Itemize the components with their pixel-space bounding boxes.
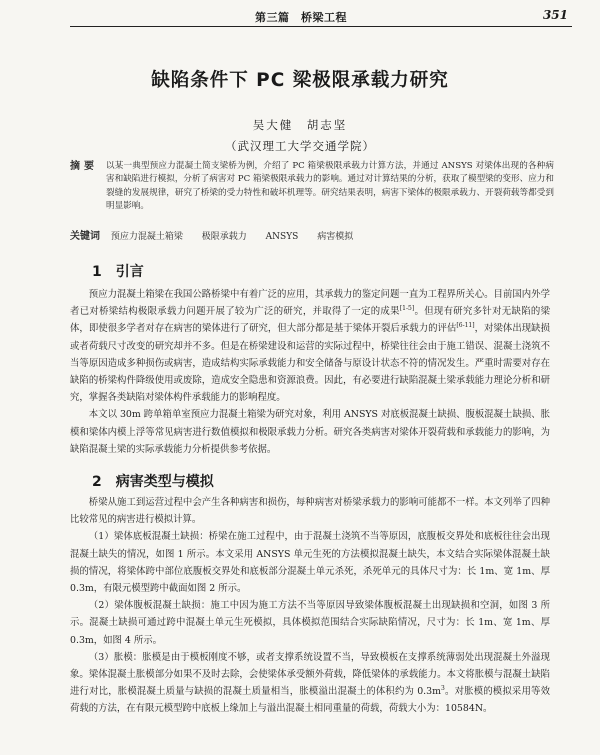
paragraph bbox=[70, 286, 550, 406]
abstract-label: 摘要 bbox=[70, 161, 98, 172]
paragraph-text: 预应力混凝土箱梁在我国公路桥梁中有着广泛的应用，其承载力的鉴定问题一直为工程界所关心。目前国内外学者已对桥梁结构极限承载力问题开展了较为广泛的研究，并取得了一定的成果 bbox=[70, 289, 550, 318]
paper-title: 缺陷条件下 PC 梁极限承载力研究 bbox=[151, 70, 449, 91]
keyword: 预应力混凝土箱梁 bbox=[110, 232, 183, 242]
running-head-section: 第三篇 桥梁工程 bbox=[255, 11, 347, 24]
paragraph: 桥梁从施工到运营过程中会产生各种病害和损伤，每种病害对桥梁承载力的影响可能都不一样。本文列举了四种比较常见的病害进行模拟计算。 bbox=[70, 497, 550, 526]
section-number: 2 bbox=[92, 474, 102, 490]
section-2-body bbox=[70, 494, 550, 718]
citation: [6-11] bbox=[456, 322, 475, 330]
section-number: 1 bbox=[92, 264, 102, 280]
running-head bbox=[70, 8, 572, 27]
paragraph: （1）梁体底板混凝土缺损：桥梁在施工过程中，由于混凝土浇筑不当等原因，底腹板交界处和底板往往会出现混凝土缺失的情况，如图 1 所示。本文采用 ANSYS 单元生死的方法模拟混凝土缺失，本文结合实际梁体混凝土缺损的情况，将梁体跨中部位底腹板交界处和底板部分混凝土单元杀死，杀死单元的具体尺寸为：长 1m、宽 1m、厚 0.3m，有限元模型跨中截面如图 2 所示。 bbox=[70, 531, 550, 595]
keywords bbox=[70, 230, 554, 244]
section-title: 引言 bbox=[115, 264, 144, 280]
keyword: 病害模拟 bbox=[317, 232, 354, 242]
paragraph-text: 。但现有研究多针对无缺陷的梁体，即使很多学者对存在病害的梁体进行了研究，但大部分都是基于梁体开裂后承载力的评估 bbox=[70, 306, 550, 335]
keywords-label: 关键词 bbox=[70, 231, 100, 242]
section-heading-2 bbox=[92, 471, 214, 491]
paragraph: 本文以 30m 跨单箱单室预应力混凝土箱梁为研究对象，利用 ANSYS 对底板混凝土缺损、腹板混凝土缺损、胀模和梁体内模上浮等常见病害进行数值模拟和极限承载力分析。研究各类病害对梁体开裂荷载和承载能力的影响，为缺陷混凝土梁的实际承载能力分析提供参考依据。 bbox=[70, 409, 550, 455]
page-number: 351 bbox=[542, 8, 568, 22]
citation: [1-5] bbox=[399, 305, 415, 313]
paragraph: （2）梁体腹板混凝土缺损：施工中因为施工方法不当等原因导致梁体腹板混凝土出现缺损和空洞，如图 3 所示。混凝土缺损可通过跨中混凝土单元生死模拟，具体模拟范围结合实际缺陷情况，尺寸为：长 1m、宽 1m、厚 0.3m，如图 4 所示。 bbox=[70, 600, 550, 646]
section-heading-1 bbox=[92, 261, 144, 281]
affiliation: （武汉理工大学交通学院） bbox=[225, 139, 375, 153]
authors: 吴大健 胡志坚 bbox=[252, 118, 348, 132]
abstract-text: 以某一典型预应力混凝土简支梁桥为例，介绍了 PC 箱梁极限承载力计算方法，并通过 ANSYS 对梁体出现的各种病害和缺陷进行模拟，分析了病害对 PC 箱梁极限承载力的影响。通过对计算结果的分析，获取了模型梁的变形、应力和裂缝的发展规律，研究了桥梁的受力特性和破坏机理等。研究结果表明，病害下梁体的极限承载力、开裂荷载等都受到明显影响。 bbox=[106, 161, 554, 212]
superscript: 3 bbox=[441, 685, 445, 693]
keyword: ANSYS bbox=[265, 232, 299, 242]
section-title: 病害类型与模拟 bbox=[115, 474, 214, 490]
paragraph-text: ，对梁体出现缺损或者荷载尺寸改变的研究却并不多。但是在桥梁建设和运营的实际过程中，桥梁往往会由于施工错误、混凝土浇筑不当等原因造成多种损伤或病害，造成结构实际承载能力和安全储备与原设计状态不符的情况发生。严重时需要对存在缺陷的桥梁构件降级使用或废除，造成安全隐患和资源浪费。因此，有必要进行缺陷混凝土梁承载能力理论分析和研究，掌握各类缺陷对梁体构件承载能力的影响程度。 bbox=[70, 323, 550, 404]
keyword: 极限承载力 bbox=[201, 232, 247, 242]
paragraph-text: 。对胀模的模拟采用等效荷载的方法，在有限元模型跨中底板上缘加上与溢出混凝土相同重量的荷载，荷载大小为：10584N。 bbox=[70, 686, 550, 715]
abstract bbox=[70, 160, 554, 214]
paragraph-text: （3）胀模：胀模是由于模板刚度不够，或者支撑系统设置不当，导致模板在支撑系统薄弱处出现混凝土外溢现象。梁体混凝土胀模部分如果不及时去除，会使梁体承受额外荷载，降低梁体的承载能力。本文将胀模与混凝土缺陷进行对比，胀模混凝土质量与缺损的混凝土质量相当，胀模溢出混凝土的体积约为 0.3m bbox=[70, 651, 550, 698]
section-1-body bbox=[70, 286, 550, 458]
paragraph bbox=[70, 649, 550, 718]
